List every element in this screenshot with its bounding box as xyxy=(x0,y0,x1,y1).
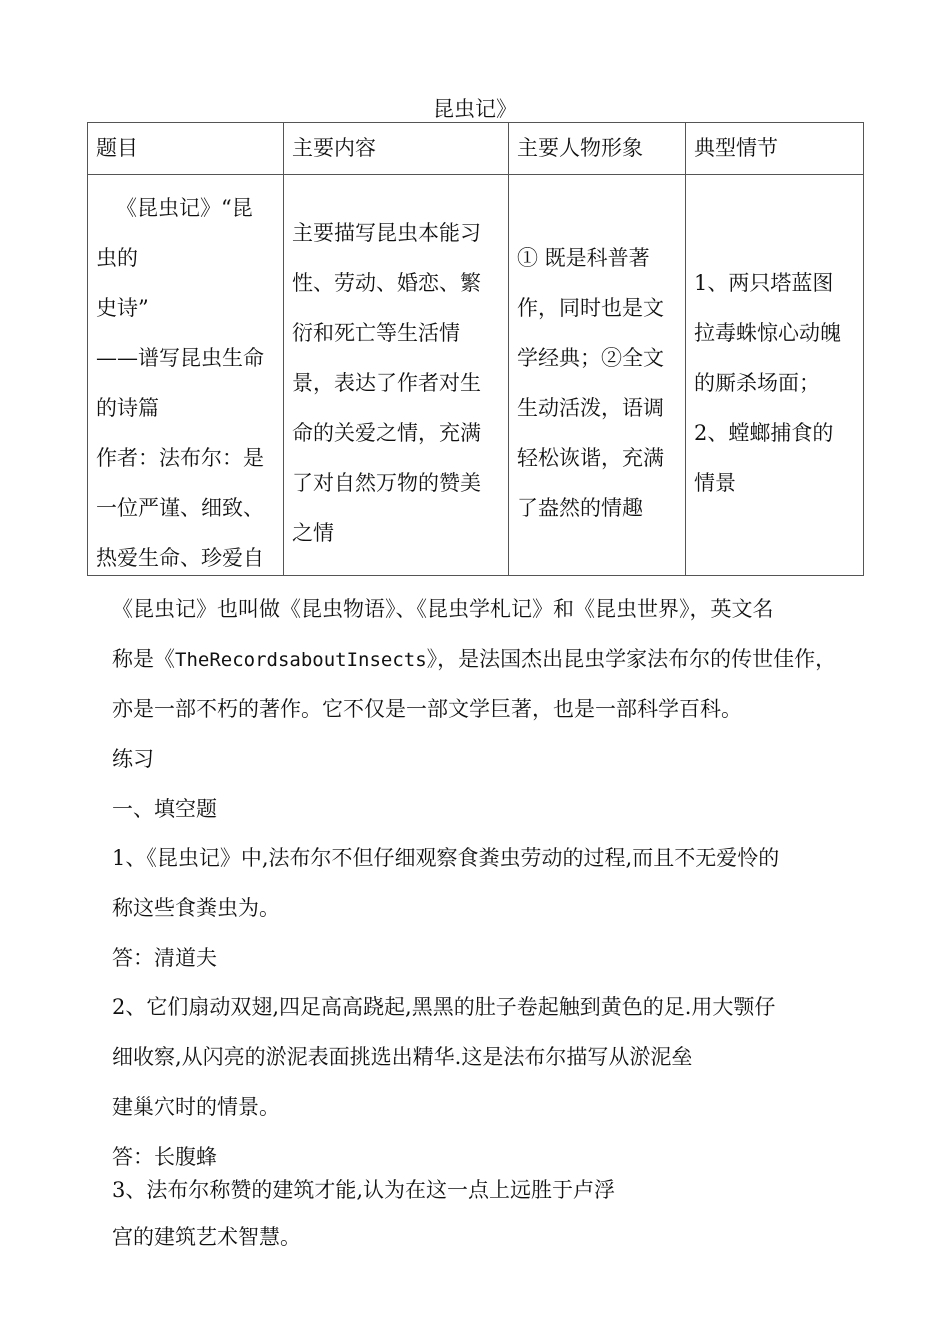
title-cell xyxy=(88,175,284,576)
cell-line: 的诗篇 xyxy=(96,396,159,420)
cell-line: 了盎然的情趣 xyxy=(517,496,643,520)
character-cell xyxy=(509,175,686,576)
table-header-row xyxy=(88,123,864,175)
answer-1: 答：清道夫 xyxy=(112,946,217,970)
cell-line: 虫的 xyxy=(96,246,138,270)
question-3-line: 3、法布尔称赞的建筑才能,认为在这一点上远胜于卢浮 xyxy=(112,1178,616,1202)
cell-line: 了对自然万物的赞美 xyxy=(292,471,481,495)
answer-2: 答：长腹蜂 xyxy=(112,1145,217,1169)
summary-table xyxy=(87,122,864,576)
intro-text: 》，是法国杰出昆虫学家法布尔的传世佳作， xyxy=(426,647,837,671)
cell-line: 史诗” xyxy=(96,296,149,320)
cell-line: 2、螳螂捕食的 xyxy=(694,421,834,445)
practice-heading: 练习 xyxy=(112,747,154,771)
content-cell xyxy=(284,175,509,576)
intro-text: 称是《 xyxy=(112,647,175,671)
header-cell: 主要人物形象 xyxy=(509,123,686,175)
table-row xyxy=(88,175,864,576)
english-title: TheRecordsaboutInsects xyxy=(175,649,427,671)
cell-line: 一位严谨、细致、 xyxy=(96,496,264,520)
cell-line: 命的关爱之情，充满 xyxy=(292,421,481,445)
question-1-line: 称这些食粪虫为。 xyxy=(112,896,280,920)
cell-line: 学经典；②全文 xyxy=(517,346,664,370)
intro-paragraph-line: 《昆虫记》也叫做《昆虫物语》、《昆虫学札记》和《昆虫世界》，英文名 xyxy=(112,597,774,621)
intro-paragraph-line: 亦是一部不朽的著作。它不仅是一部文学巨著，也是一部科学百科。 xyxy=(112,697,742,721)
cell-line: 轻松诙谐，充满 xyxy=(517,446,664,470)
cell-line: 作，同时也是文 xyxy=(517,296,664,320)
cell-line: 景，表达了作者对生 xyxy=(292,371,481,395)
header-cell: 主要内容 xyxy=(284,123,509,175)
section-heading: 一、填空题 xyxy=(112,797,217,821)
question-2-line: 2、它们扇动双翅,四足高高跷起,黑黑的肚子卷起触到黄色的足.用大颚仔 xyxy=(112,995,776,1019)
document-title: 昆虫记》 xyxy=(433,97,517,121)
cell-line: 之情 xyxy=(292,521,334,545)
question-2-line: 细收察,从闪亮的淤泥表面挑选出精华.这是法布尔描写从淤泥垒 xyxy=(112,1045,693,1069)
cell-line: 热爱生命、珍爱自 xyxy=(96,546,264,570)
cell-line: 拉毒蛛惊心动魄 xyxy=(694,321,841,345)
cell-line: ——谱写昆虫生命 xyxy=(96,346,264,370)
cell-line: ① 既是科普著 xyxy=(517,246,650,270)
question-2-line: 建巢穴时的情景。 xyxy=(112,1095,280,1119)
cell-line: 生动活泼，语调 xyxy=(517,396,664,420)
cell-line: 《昆虫记》“昆 xyxy=(116,196,253,220)
cell-line: 性、劳动、婚恋、繁 xyxy=(292,271,481,295)
cell-line: 衍和死亡等生活情 xyxy=(292,321,460,345)
header-cell: 典型情节 xyxy=(686,123,864,175)
cell-line: 1、两只塔蓝图 xyxy=(694,271,834,295)
cell-line: 的厮杀场面； xyxy=(694,371,820,395)
intro-paragraph-line xyxy=(112,644,836,675)
cell-line: 情景 xyxy=(694,471,736,495)
question-3-line: 宫的建筑艺术智慧。 xyxy=(112,1225,301,1249)
cell-line: 作者：法布尔：是 xyxy=(96,446,264,470)
cell-line: 主要描写昆虫本能习 xyxy=(292,221,481,245)
header-cell: 题目 xyxy=(88,123,284,175)
question-1-line: 1、《昆虫记》中,法布尔不但仔细观察食粪虫劳动的过程,而且不无爱怜的 xyxy=(112,846,780,870)
plot-cell xyxy=(686,175,864,576)
